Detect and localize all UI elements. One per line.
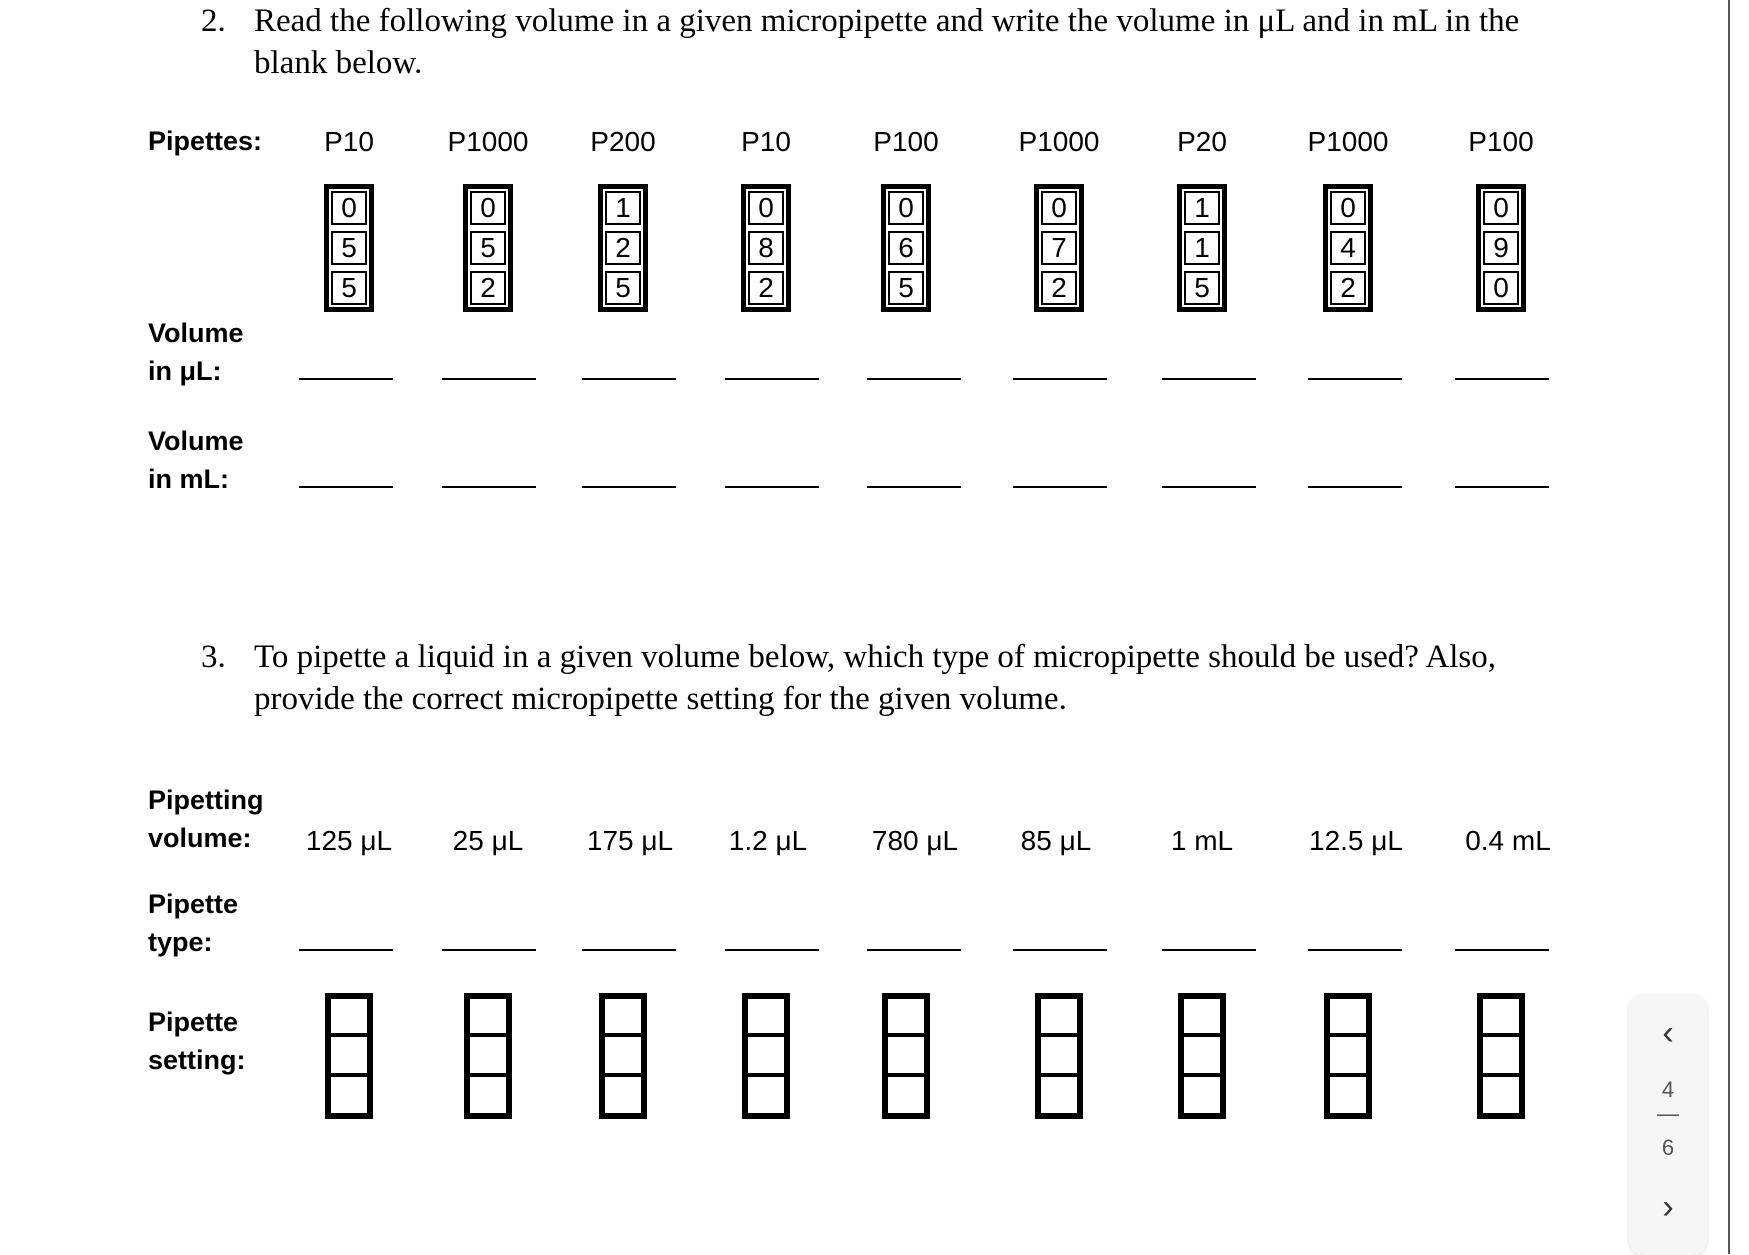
pipetting-volume: 175 μL — [586, 825, 674, 856]
setting-divider — [748, 1073, 784, 1077]
pipette-dial — [463, 184, 513, 312]
pipette-type-blank[interactable] — [582, 949, 676, 951]
pipette-setting-box[interactable] — [882, 993, 930, 1119]
setting-divider — [470, 1033, 506, 1037]
volume-ml-blank[interactable] — [1308, 486, 1402, 488]
dial-digit: 2 — [748, 271, 784, 305]
question-number: 3. — [201, 639, 226, 675]
question-text: Read the following volume in a given micropipette and write the volume in μL and in mL in the blank below. — [254, 3, 1520, 81]
volume-ul-blank[interactable] — [582, 378, 676, 380]
volume-ml-blank[interactable] — [1455, 486, 1549, 488]
volume-ul-blank[interactable] — [725, 378, 819, 380]
volume-ul-blank[interactable] — [1162, 378, 1256, 380]
volume-ul-blank[interactable] — [867, 378, 961, 380]
dial-digit: 5 — [605, 271, 641, 305]
volume-ul-blank[interactable] — [442, 378, 536, 380]
pipette-setting-box[interactable] — [599, 993, 647, 1119]
setting-divider — [888, 1033, 924, 1037]
setting-divider — [748, 1033, 784, 1037]
pipette-name: P200 — [590, 126, 656, 157]
pipette-setting-box[interactable] — [1477, 993, 1525, 1119]
pipetting-volume: 1.2 μL — [728, 825, 808, 856]
pipette-type-blank[interactable] — [442, 949, 536, 951]
pipette-setting-box[interactable] — [1035, 993, 1083, 1119]
dial-digit: 5 — [331, 271, 367, 305]
dial-digit: 5 — [1184, 271, 1220, 305]
page-edge-divider — [1728, 0, 1730, 1254]
pipette-type-blank[interactable] — [299, 949, 393, 951]
pipette-dial — [1034, 184, 1084, 312]
pipetting-volume: 1 mL — [1170, 825, 1234, 856]
pipette-type-blank[interactable] — [867, 949, 961, 951]
volume-ml-blank[interactable] — [1162, 486, 1256, 488]
setting-divider — [331, 1033, 367, 1037]
pipette-dial — [324, 184, 374, 312]
pipetting-volume: 12.5 μL — [1309, 825, 1403, 856]
volume-ul-blank[interactable] — [1308, 378, 1402, 380]
volume-ul-blank[interactable] — [1013, 378, 1107, 380]
page-separator: — — [1657, 1101, 1679, 1126]
setting-divider — [1041, 1073, 1077, 1077]
pipette-setting-box[interactable] — [325, 993, 373, 1119]
volume-ml-blank[interactable] — [1013, 486, 1107, 488]
pipetting-volume: 780 μL — [871, 825, 959, 856]
pipette-type-blank[interactable] — [1013, 949, 1107, 951]
setting-divider — [470, 1073, 506, 1077]
dial-digit: 2 — [1330, 271, 1366, 305]
setting-divider — [605, 1073, 641, 1077]
page-navigator — [1629, 995, 1707, 1255]
total-page-number: 6 — [1661, 1135, 1675, 1160]
current-page-number: 4 — [1661, 1077, 1675, 1102]
dial-digit: 1 — [605, 191, 641, 225]
dial-digit: 4 — [1330, 231, 1366, 265]
pipette-dial — [1323, 184, 1373, 312]
setting-divider — [888, 1073, 924, 1077]
dial-digit: 2 — [1041, 271, 1077, 305]
setting-divider — [1041, 1033, 1077, 1037]
pipette-type-blank[interactable] — [1162, 949, 1256, 951]
pipette-name: P10 — [741, 126, 791, 157]
row-label-volume-ml: Volume in mL: — [148, 426, 244, 494]
chevron-up-icon[interactable]: ‹ — [1662, 1014, 1674, 1052]
setting-divider — [1184, 1073, 1220, 1077]
pipette-dial — [598, 184, 648, 312]
pipetting-volume: 25 μL — [452, 825, 524, 856]
setting-divider — [1330, 1033, 1366, 1037]
volume-ml-blank[interactable] — [867, 486, 961, 488]
pipetting-volume: 125 μL — [305, 825, 393, 856]
pipette-setting-box[interactable] — [1324, 993, 1372, 1119]
dial-digit: 9 — [1483, 231, 1519, 265]
dial-digit: 1 — [1184, 191, 1220, 225]
dial-digit: 6 — [888, 231, 924, 265]
pipette-name: P1000 — [1018, 126, 1100, 157]
pipette-name: P100 — [1468, 126, 1534, 157]
pipette-setting-box[interactable] — [1178, 993, 1226, 1119]
setting-divider — [1483, 1073, 1519, 1077]
pipetting-volume: 85 μL — [1020, 825, 1092, 856]
volume-ml-blank[interactable] — [299, 486, 393, 488]
dial-digit: 0 — [1483, 191, 1519, 225]
volume-ml-blank[interactable] — [725, 486, 819, 488]
dial-digit: 0 — [888, 191, 924, 225]
setting-divider — [331, 1073, 367, 1077]
pipette-dial — [741, 184, 791, 312]
pipette-type-blank[interactable] — [725, 949, 819, 951]
dial-digit: 0 — [331, 191, 367, 225]
pipette-setting-box[interactable] — [742, 993, 790, 1119]
dial-digit: 2 — [605, 231, 641, 265]
volume-ml-blank[interactable] — [442, 486, 536, 488]
dial-digit: 5 — [331, 231, 367, 265]
dial-digit: 8 — [748, 231, 784, 265]
setting-divider — [1184, 1033, 1220, 1037]
pipette-setting-box[interactable] — [464, 993, 512, 1119]
pipette-type-blank[interactable] — [1308, 949, 1402, 951]
row-label-pipette-type: Pipette type: — [148, 889, 239, 957]
pipette-type-blank[interactable] — [1455, 949, 1549, 951]
row-label-pipette-setting: Pipette setting: — [148, 1007, 246, 1075]
dial-digit: 0 — [1041, 191, 1077, 225]
question-number: 2. — [201, 3, 226, 39]
pipette-dial — [1177, 184, 1227, 312]
volume-ml-blank[interactable] — [582, 486, 676, 488]
row-label-pipetting-volume: Pipetting volume: — [148, 785, 264, 853]
volume-ul-blank[interactable] — [1455, 378, 1549, 380]
row-label-volume-ul: Volume in μL: — [148, 318, 244, 386]
dial-digit: 0 — [1330, 191, 1366, 225]
pipette-name: P1000 — [447, 126, 529, 157]
setting-divider — [605, 1033, 641, 1037]
row-label-pipettes: Pipettes: — [148, 126, 263, 156]
dial-digit: 0 — [470, 191, 506, 225]
dial-digit: 5 — [470, 231, 506, 265]
pipette-name: P10 — [324, 126, 374, 157]
chevron-down-icon[interactable]: › — [1662, 1188, 1674, 1226]
pipette-dial — [1476, 184, 1526, 312]
dial-digit: 0 — [748, 191, 784, 225]
volume-ul-blank[interactable] — [299, 378, 393, 380]
pipette-name: P100 — [873, 126, 939, 157]
pipetting-volume: 0.4 mL — [1465, 825, 1551, 856]
dial-digit: 2 — [470, 271, 506, 305]
setting-divider — [1330, 1073, 1366, 1077]
setting-divider — [1483, 1033, 1519, 1037]
pipette-name: P1000 — [1307, 126, 1389, 157]
dial-digit: 7 — [1041, 231, 1077, 265]
pipette-dial — [881, 184, 931, 312]
question-text: To pipette a liquid in a given volume below, which type of micropipette should be used? Also, provide the correct micropipette setting for the given volume. — [254, 639, 1496, 717]
pipette-name: P20 — [1177, 126, 1227, 157]
dial-digit: 0 — [1483, 271, 1519, 305]
dial-digit: 1 — [1184, 231, 1220, 265]
dial-digit: 5 — [888, 271, 924, 305]
